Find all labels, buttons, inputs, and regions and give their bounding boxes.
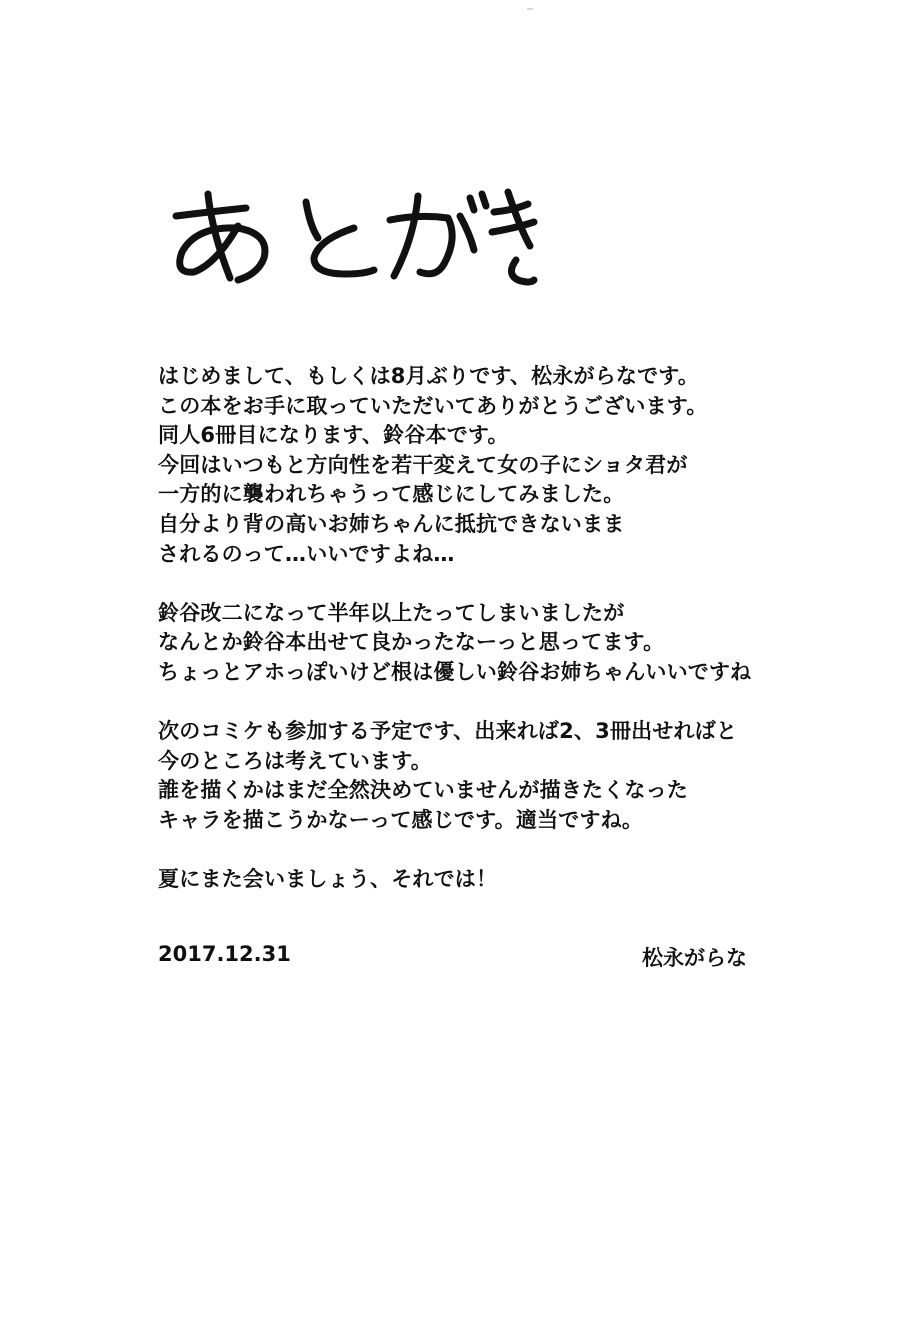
text-line: 一方的に襲われちゃうって感じにしてみました。 bbox=[158, 482, 625, 507]
paragraph-2 bbox=[158, 599, 858, 688]
text-line: 夏にまた会いましょう、それでは！ bbox=[158, 867, 498, 892]
text-line: 自分より背の高いお姉ちゃんに抵抗できないまま bbox=[158, 511, 625, 536]
scan-mark bbox=[527, 8, 533, 10]
text-line: されるのって…いいですよね… bbox=[158, 541, 455, 566]
text-line: 今のところは考えています。 bbox=[158, 748, 432, 773]
text-line: はじめまして、もしくは8月ぶりです、松永がらなです。 bbox=[158, 364, 700, 388]
date: 2017.12.31 bbox=[158, 942, 291, 966]
text-line: 次のコミケも参加する予定です、出来れば2、3冊出せればと bbox=[158, 719, 738, 744]
afterword-body bbox=[158, 362, 858, 924]
text-line: ちょっとアホっぽいけど根は優しい鈴谷お姉ちゃんいいですね bbox=[158, 659, 752, 684]
text-line: この本をお手に取っていただいてありがとうございます。 bbox=[158, 393, 708, 418]
paragraph-4 bbox=[158, 865, 858, 895]
paragraph-1 bbox=[158, 362, 858, 569]
text-line: キャラを描こうかなーって感じです。適当ですね。 bbox=[158, 807, 644, 832]
text-line: 同人6冊目になります、鈴谷本です。 bbox=[158, 423, 509, 448]
text-line: 今回はいつもと方向性を若干変えて女の子にショタ君が bbox=[158, 452, 688, 477]
text-line: なんとか鈴谷本出せて良かったなーっと思ってます。 bbox=[158, 630, 665, 655]
handwritten-title-graphic bbox=[168, 182, 538, 292]
author-name: 松永がらな bbox=[642, 946, 747, 970]
signature-row bbox=[158, 942, 758, 972]
afterword-title bbox=[168, 182, 538, 292]
paragraph-3 bbox=[158, 717, 858, 835]
text-line: 鈴谷改二になって半年以上たってしまいましたが bbox=[158, 600, 625, 625]
text-line: 誰を描くかはまだ全然決めていませんが描きたくなった bbox=[158, 778, 688, 803]
